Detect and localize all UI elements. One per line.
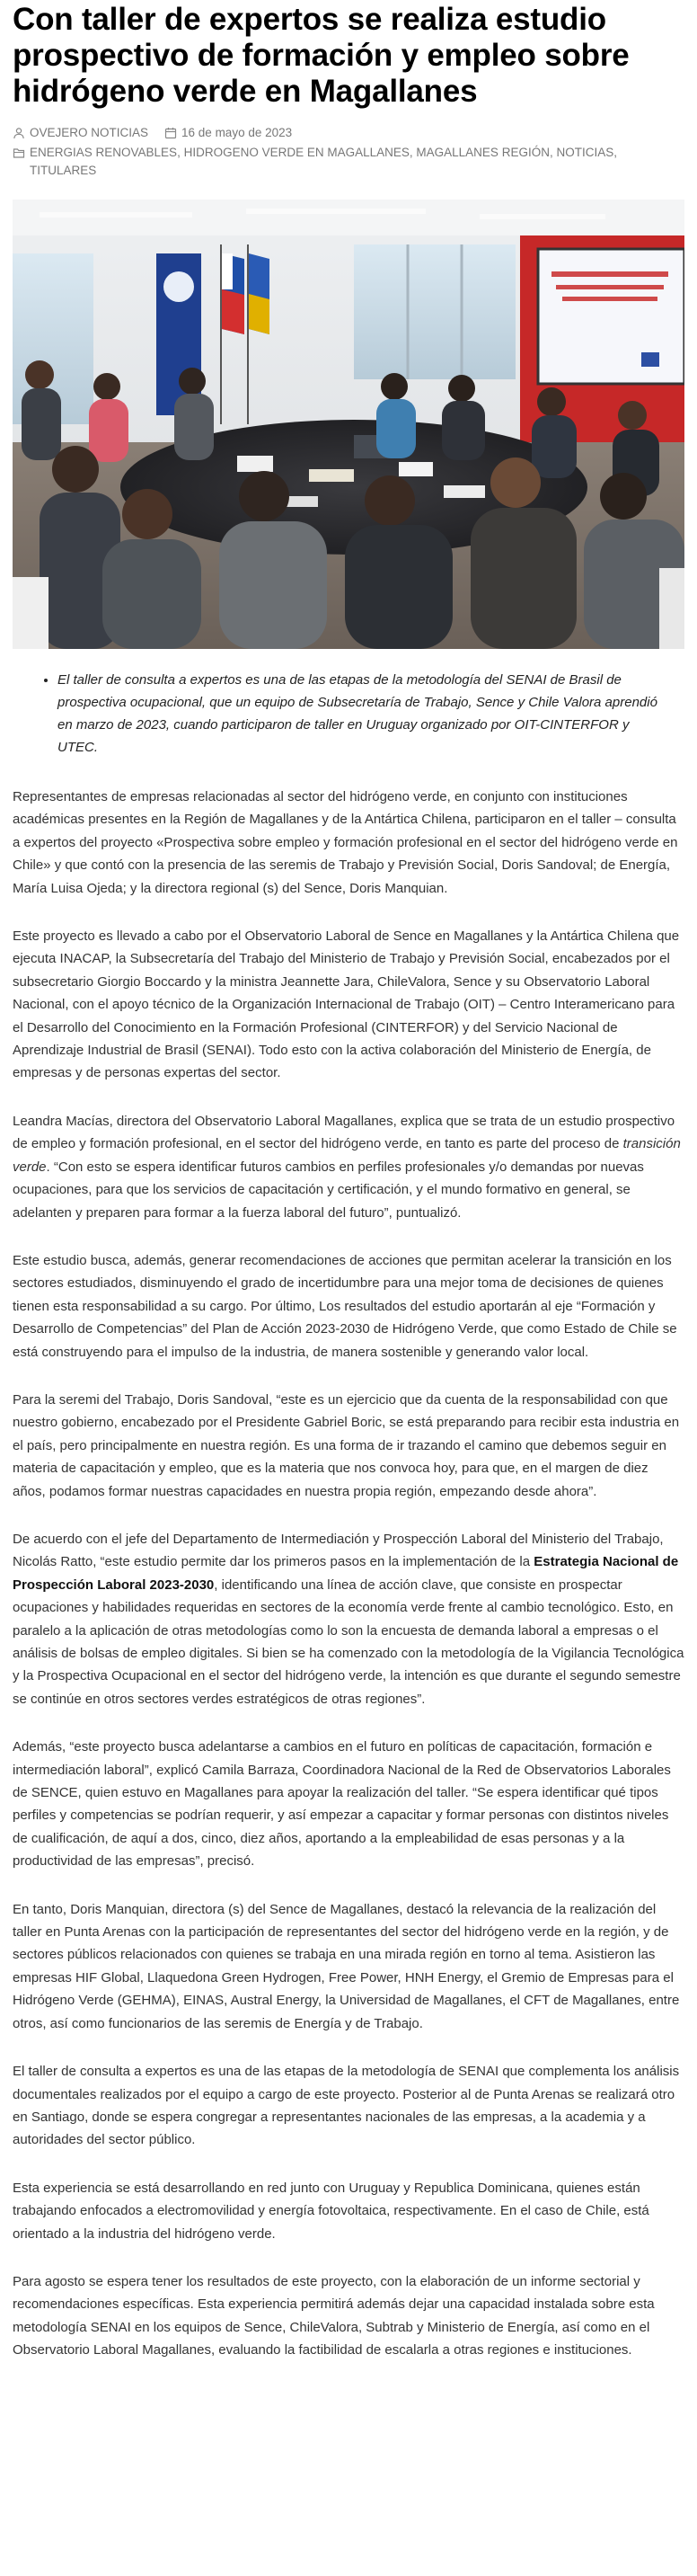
publish-date: 16 de mayo de 2023 [181,126,293,139]
bold-term: Estrategia Nacional de Prospección Laboral 2023-2030 [13,1554,679,1593]
category-link[interactable]: TITULARES [30,164,97,177]
paragraph-text: De acuerdo con el jefe del Departamento de Intermediación y Prospección Laboral del Ministerio del Trabajo, Nicolás Ratto, “este estudio permite dar los primeros pasos en la implementación de la [13,1531,664,1570]
calendar-icon [164,127,177,139]
italic-term: transición verde [13,1136,681,1175]
image-caption [13,669,684,759]
category-link[interactable]: MAGALLANES REGIÓN [416,146,550,159]
article-meta [13,124,684,180]
category-link[interactable]: NOTICIAS [556,146,614,159]
category-link[interactable]: HIDROGENO VERDE EN MAGALLANES [183,146,410,159]
category-list: ENERGIAS RENOVABLES, HIDROGENO VERDE EN MAGALLANES, MAGALLANES REGIÓN, NOTICIAS, TITULARES [30,146,617,177]
paragraph [13,1528,684,1710]
author-link[interactable]: OVEJERO NOTICIAS [30,126,149,139]
article-body [13,786,684,2362]
paragraph: El taller de consulta a expertos es una de las etapas de la metodología de SENAI que complementa los análisis documentales realizados por el equipo a cargo de este proyecto. Posterior al de Punta Arenas se realizará otro en Santiago, donde se espera congregar a representantes nacionales de las empresas, a la academia y a autoridades del sector público. [13,2064,680,2148]
paragraph: En tanto, Doris Manquian, directora (s) del Sence de Magallanes, destacó la relevancia de la realización del taller en Punta Arenas con la participación de representantes del sector del hidrógeno verde en la región, y de sectores públicos relacionados con quienes se trabaja en una mirada región en torno al tema. Asistieron las empresas HIF Global, Llaquedona Green Hydrogen, Free Power, HNH Energy, el Gremio de Empresas para el Hidrógeno Verde (GEHMA), EINAS, Austral Energy, la Universidad de Magallanes, el CFT de Magallanes, entre otros, así como funcionarios de las seremis de Energía y de Trabajo. [13,1901,680,2031]
paragraph: Representantes de empresas relacionadas al sector del hidrógeno verde, en conjunto con instituciones académicas presentes en la Región de Magallanes y de la Antártica Chilena, participaron en el taller – consulta a expertos del proyecto «Prospectiva sobre empleo y formación profesional en el sector del hidrógeno verde en Chile» y que contó con la presencia de las seremis de Trabajo y Previsión Social, Doris Sandoval; de Energía, María Luisa Ojeda; y la directora regional (s) del Sence, Doris Manquian. [13,789,678,896]
paragraph: Para agosto se espera tener los resultados de este proyecto, con la elaboración de un informe sectorial y recomendaciones específicas. Esta experiencia permitirá además dejar una capacidad instalada sobre esta metodología SENAI en los equipos de Sence, ChileValora, Subtrab y Ministerio de Energía, así como en el Observatorio Laboral Magallanes, evaluando la factibilidad de escalarla a otras regiones e instituciones. [13,2273,655,2358]
user-icon [13,127,25,139]
paragraph: Este estudio busca, además, generar recomendaciones de acciones que permitan acelerar la transición en los sectores estudiados, disminuyendo el grado de incertidumbre para una mejor toma de decisiones de quienes tienen esta responsabilidad a su cargo. Por último, Los resultados del estudio aportarán al eje “Formación y Desarrollo de Competencias” del Plan de Acción 2023-2030 de Hidrógeno Verde, que como Estado de Chile se está construyendo para el impulso de la industria, de manera sostenible y generando valor local. [13,1252,677,1360]
paragraph-text: . “Con esto se espera identificar futuros cambios en perfiles profesionales y/o demandas por nuevas ocupaciones, para que los servicios de capacitación y certificación, y el mundo formativo en general, se adelanten y preparen para formar a la fuerza laboral del futuro”, puntualizó. [13,1159,644,1221]
paragraph: Esta experiencia se está desarrollando en red junto con Uruguay y Republica Dominicana, quienes están trabajando enfocados a electromovilidad y energía fotovoltaica, respectivamente. En el caso de Chile, está orientado a la industria del hidrógeno verde. [13,2180,649,2242]
paragraph-text: Leandra Macías, directora del Observatorio Laboral Magallanes, explica que se trata de un estudio prospectivo de empleo y formación profesional, en el sector del hidrógeno verde, en tanto es parte del proceso de [13,1113,675,1152]
paragraph: Para la seremi del Trabajo, Doris Sandoval, “este es un ejercicio que da cuenta de la responsabilidad con que nuestro gobierno, encabezado por el Presidente Gabriel Boric, se está preparando para recibir esta industria en el país, pero principalmente en nuestra región. Es una forma de ir trazando el camino que debemos seguir en materia de capacitación y empleo, que es la materia que nos convoca hoy, para que, en el margen de diez años, podamos formar nuestras capacidades en nuestra propia región, empezando desde ahora”. [13,1391,680,1499]
caption-text: • El taller de consulta a expertos es una de las etapas de la metodología del SENAI de Brasil de prospectiva ocupacional, que un equipo de Subsecretaría de Trabajo, Sence y Chile Valora aprendió en marzo de 2023, cuando participaron de taller en Uruguay organizado por OIT-CINTERFOR y UTEC. [57,669,657,759]
paragraph-text: , identificando una línea de acción clave, que consiste en prospectar ocupaciones y habilidades requeridas en sectores de la economía verde frente al cambio tecnológico. Esto, en paralelo a la aplicación de otras metodologías como lo son la encuesta de demanda laboral a empresas o el análisis de bolsas de empleo digitales. Si bien se ha comenzado con la metodología de la Vigilancia Tecnológica y la Prospectiva Ocupacional en el sector del hidrógeno verde, la intención es que durante el segundo semestre se continúe en otros sectores verdes estratégicos de otras regiones”. [13,1577,684,1707]
folder-icon [13,147,25,159]
category-link[interactable]: ENERGIAS RENOVABLES [30,146,178,159]
paragraph: Además, “este proyecto busca adelantarse a cambios en el futuro en políticas de capacitación, formación e intermediación laboral”, explicó Camila Barraza, Coordinadora Nacional de la Red de Observatorios Laborales de SENCE, quien estuvo en Magallanes para apoyar la realización del taller. “Se espera identificar qué tipos perfiles y competencias se podrían requerir, y así empezar a capacitar y formar personas con distintos niveles de cualificación, de aquí a dos, cinco, diez años, aportando a la empleabilidad de esas personas y a la productividad de las empresas”, precisó. [13,1739,671,1870]
paragraph [13,1110,684,1224]
featured-image [13,200,684,649]
paragraph: Este proyecto es llevado a cabo por el Observatorio Laboral de Sence en Magallanes y la Antártica Chilena que ejecuta INACAP, la Subsecretaría del Trabajo del Ministerio de Trabajo y Previsión Social, encabezados por el subsecretario Giorgio Boccardo y la ministra Jeannette Jara, ChileValora, Sence y su Observatorio Laboral Nacional, con el apoyo técnico de la Organización Internacional de Trabajo (OIT) – Centro Interamericano para el Desarrollo del Conocimiento en la Formación Profesional (CINTERFOR) y del Servicio Nacional de Aprendizaje Industrial de Brasil (SENAI). Todo esto con la activa colaboración del Ministerio de Energía, de empresas y de personas expertas del sector. [13,928,680,1081]
article-title: Con taller de expertos se realiza estudio prospectivo de formación y empleo sobre hidrógeno verde en Magallanes [13,2,630,109]
